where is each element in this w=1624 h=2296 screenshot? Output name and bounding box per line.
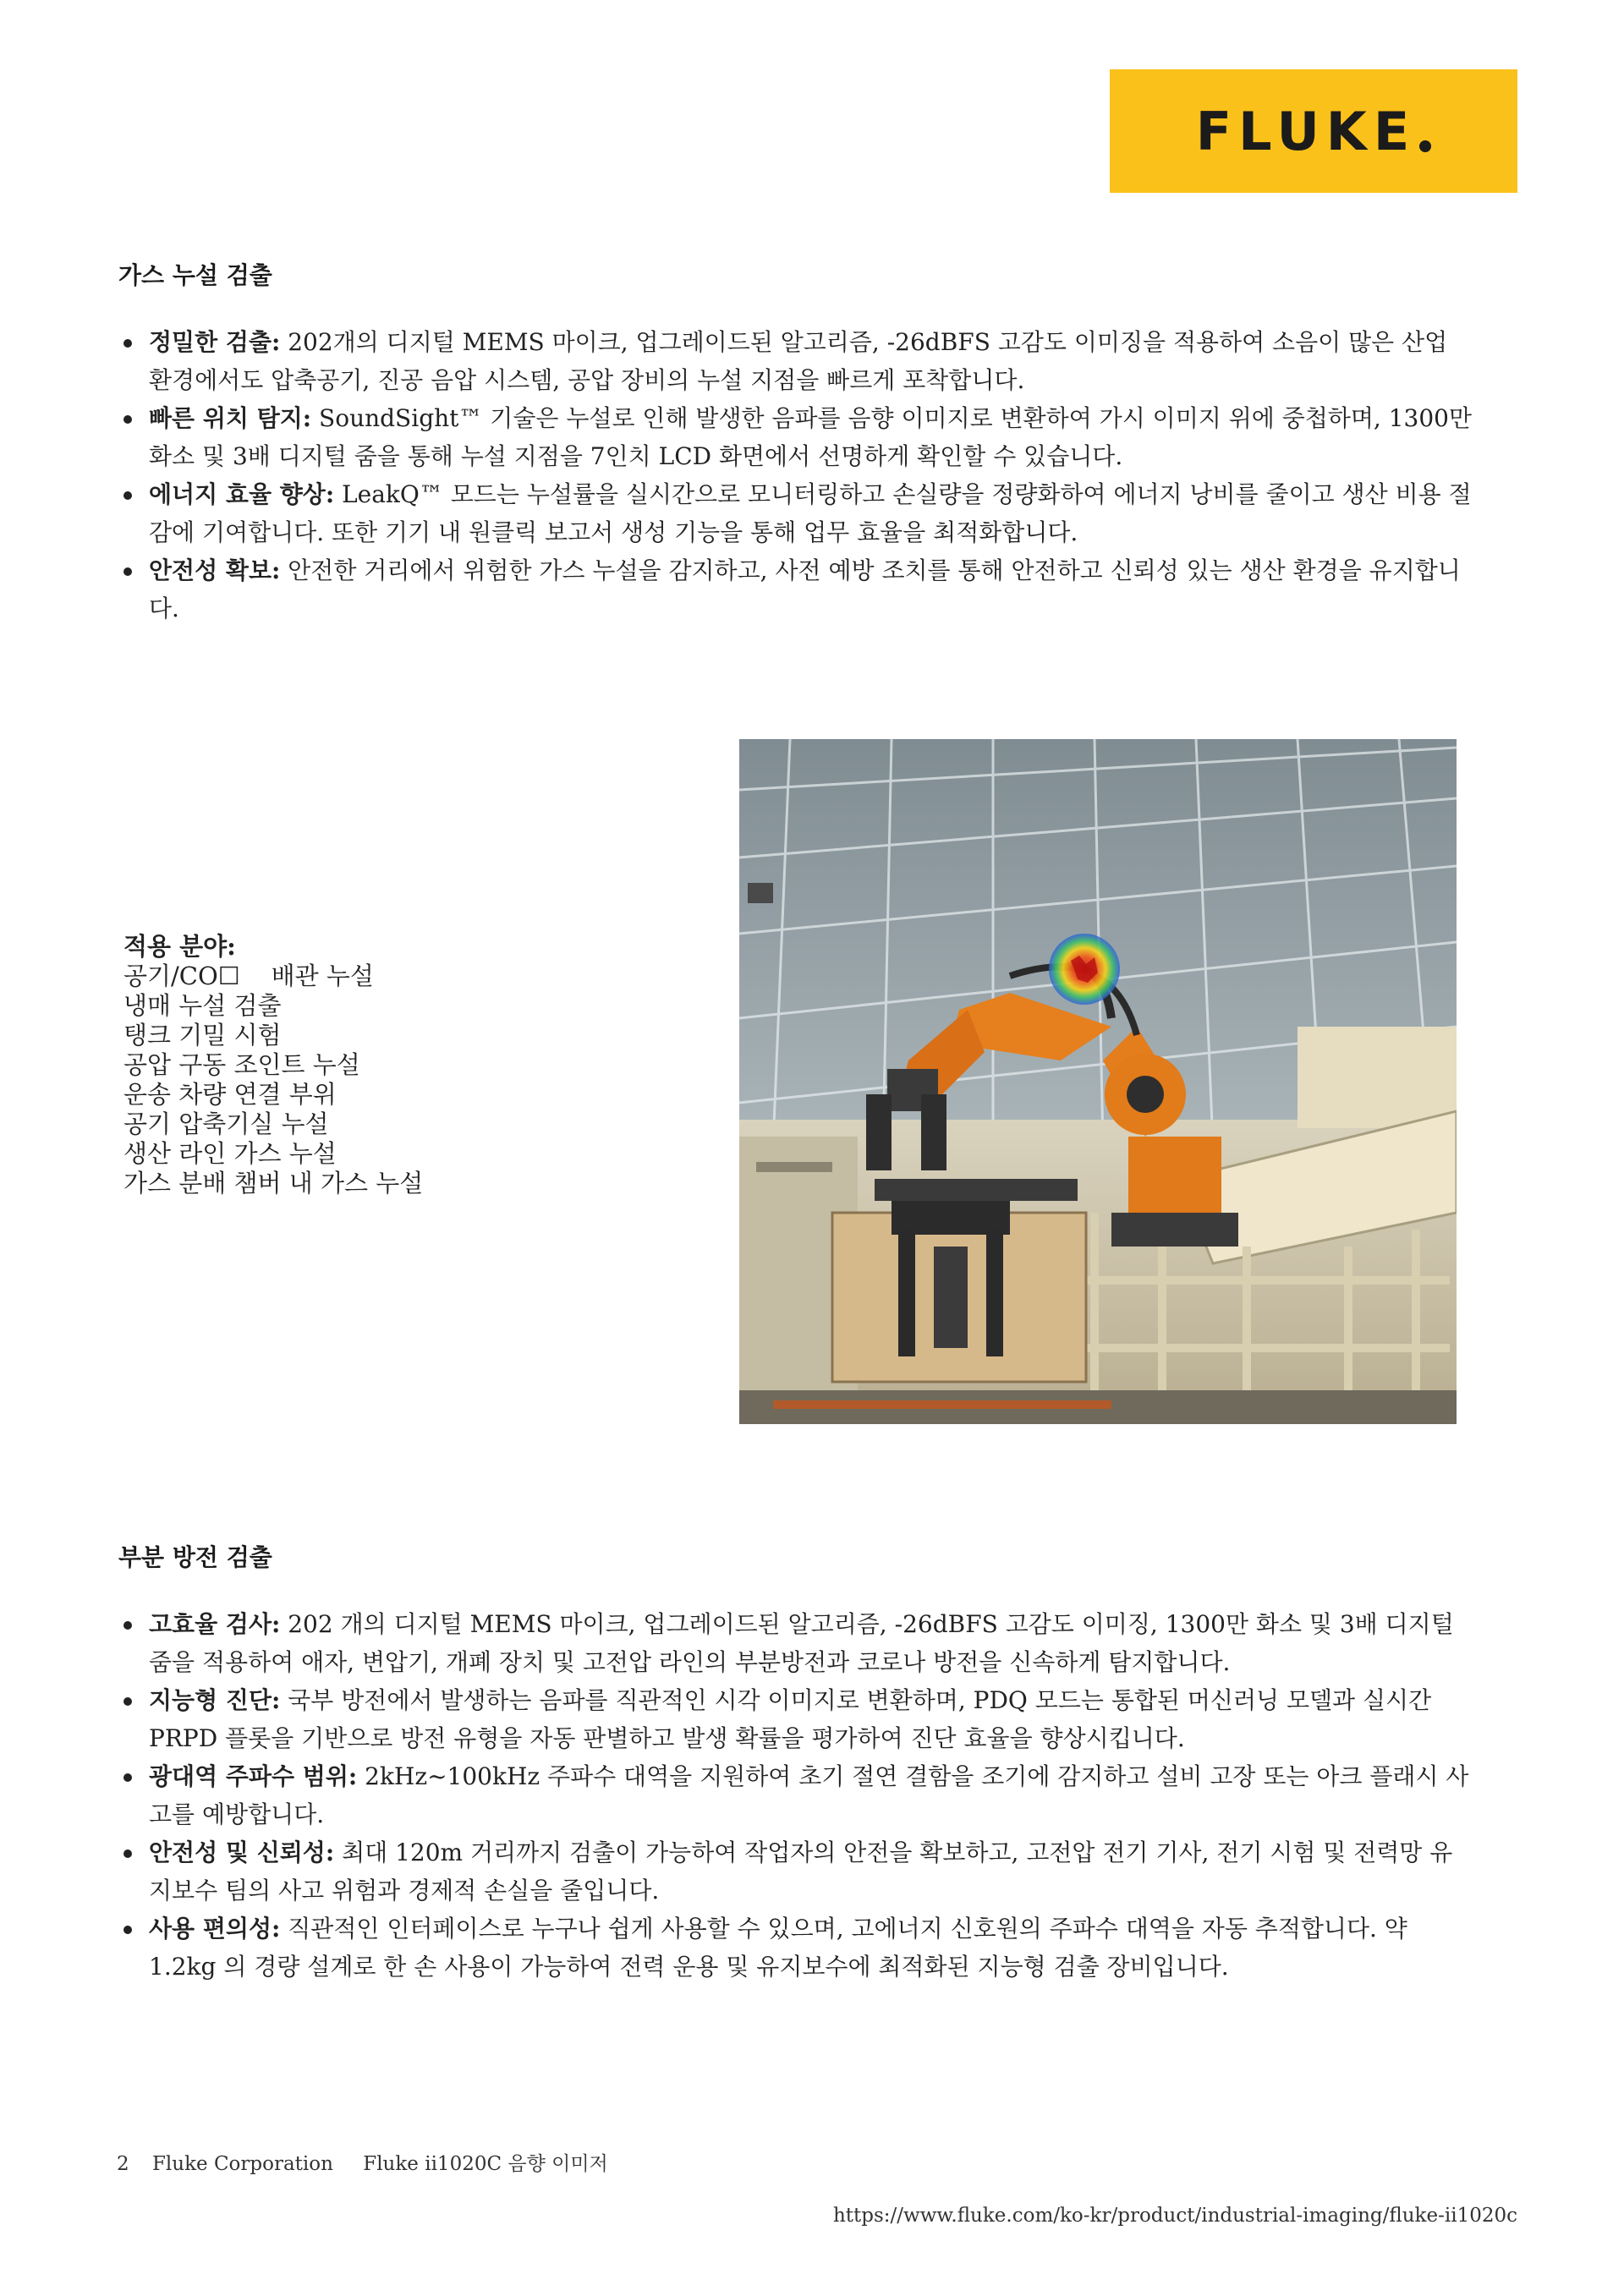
feature-text: 최대 120m 거리까지 검출이 가능하여 작업자의 안전을 확보하고, 고전압 전기 기사, 전기 시험 및 전력망 유지보수 팀의 사고 위험과 경제적 손실을 줄입니다.	[149, 1838, 1453, 1904]
acoustic-image-photo	[739, 739, 1457, 1424]
list-item	[118, 323, 1472, 399]
feature-text: 안전한 거리에서 위험한 가스 누설을 감지하고, 사전 예방 조치를 통해 안전하고 신뢰성 있는 생산 환경을 유지합니다.	[149, 556, 1461, 622]
feature-text: 국부 방전에서 발생하는 음파를 직관적인 시각 이미지로 변환하며, PDQ 모드는 통합된 머신러닝 모델과 실시간 PRPD 플롯을 기반으로 방전 유형을 자동 판별하고 발생 확률을 평가하여 진단 효율을 향상시킵니다.	[149, 1686, 1432, 1752]
feature-label: 안전성 및 신뢰성:	[149, 1838, 335, 1866]
gas-leak-heading: 가스 누설 검출	[118, 261, 272, 289]
feature-label: 에너지 효율 향상:	[149, 480, 335, 508]
page-number: 2	[117, 2153, 129, 2175]
application-item: 냉매 누설 검출	[123, 991, 282, 1020]
footer-product: Fluke ii1020C 음향 이미저	[363, 2153, 608, 2175]
logo-text: FLUKE	[1195, 100, 1417, 162]
footer-company: Fluke Corporation	[151, 2153, 333, 2175]
list-item	[118, 1757, 1472, 1833]
feature-text: 202 개의 디지털 MEMS 마이크, 업그레이드된 알고리즘, -26dBFS 고감도 이미징, 1300만 화소 및 3배 디지털 줌을 적용하여 애자, 변압기, 개폐 장치 및 고전압 라인의 부분방전과 코로나 방전을 신속하게 탐지합니다.	[149, 1610, 1454, 1676]
factory-robot-illustration	[739, 739, 1457, 1424]
fluke-logo	[1110, 69, 1517, 193]
page-footer	[117, 2148, 625, 2176]
footer-url-link[interactable]: https://www.fluke.com/ko-kr/product/industrial-imaging/fluke-ii1020c	[832, 2205, 1517, 2227]
feature-label: 안전성 확보:	[149, 556, 281, 584]
feature-text: 직관적인 인터페이스로 누구나 쉽게 사용할 수 있으며, 고에너지 신호원의 주파수 대역을 자동 추적합니다. 약 1.2kg 의 경량 설계로 한 손 사용이 가능하여 전력 운용 및 유지보수에 최적화된 지능형 검출 장비입니다.	[149, 1915, 1407, 1981]
list-item	[118, 1833, 1472, 1910]
application-item: 공기/CO☐ 배관 누설	[123, 962, 374, 990]
feature-label: 광대역 주파수 범위:	[149, 1762, 358, 1790]
application-item: 생산 라인 가스 누설	[123, 1139, 337, 1168]
feature-text: 2kHz~100kHz 주파수 대역을 지원하여 초기 절연 결함을 조기에 감지하고 설비 고장 또는 아크 플래시 사고를 예방합니다.	[149, 1762, 1469, 1828]
feature-label: 사용 편의성:	[149, 1915, 281, 1943]
application-item: 운송 차량 연결 부위	[123, 1080, 337, 1109]
application-item: 탱크 기밀 시험	[123, 1021, 282, 1049]
application-item: 공압 구동 조인트 누설	[123, 1050, 360, 1079]
applications-list	[123, 932, 597, 1198]
feature-label: 지능형 진단:	[149, 1686, 281, 1714]
partial-discharge-feature-list	[118, 1605, 1472, 1986]
application-item: 가스 분배 챔버 내 가스 누설	[123, 1169, 424, 1197]
registered-mark-icon	[1419, 140, 1431, 152]
feature-label: 정밀한 검출:	[149, 328, 281, 356]
feature-label: 고효율 검사:	[149, 1610, 281, 1638]
list-item	[118, 1681, 1472, 1757]
gas-leak-feature-list	[118, 323, 1472, 627]
feature-label: 빠른 위치 탐지:	[149, 404, 312, 432]
feature-text: 202개의 디지털 MEMS 마이크, 업그레이드된 알고리즘, -26dBFS 고감도 이미징을 적용하여 소음이 많은 산업 환경에서도 압축공기, 진공 음압 시스템, 공압 장비의 누설 지점을 빠르게 포착합니다.	[149, 328, 1448, 394]
list-item	[118, 475, 1472, 551]
list-item	[118, 1605, 1472, 1681]
list-item	[118, 551, 1472, 627]
list-item	[118, 1910, 1472, 1986]
partial-discharge-heading: 부분 방전 검출	[118, 1543, 272, 1571]
feature-text: SoundSight™ 기술은 누설로 인해 발생한 음파를 음향 이미지로 변환하여 가시 이미지 위에 중첩하며, 1300만 화소 및 3배 디지털 줌을 통해 누설 지점을 7인치 LCD 화면에서 선명하게 확인할 수 있습니다.	[149, 404, 1473, 470]
applications-title: 적용 분야:	[123, 932, 236, 961]
list-item	[118, 399, 1472, 475]
feature-text: LeakQ™ 모드는 누설률을 실시간으로 모니터링하고 손실량을 정량화하여 에너지 낭비를 줄이고 생산 비용 절감에 기여합니다. 또한 기기 내 원클릭 보고서 생성 기능을 통해 업무 효율을 최적화합니다.	[149, 480, 1472, 546]
application-item: 공기 압축기실 누설	[123, 1110, 329, 1138]
